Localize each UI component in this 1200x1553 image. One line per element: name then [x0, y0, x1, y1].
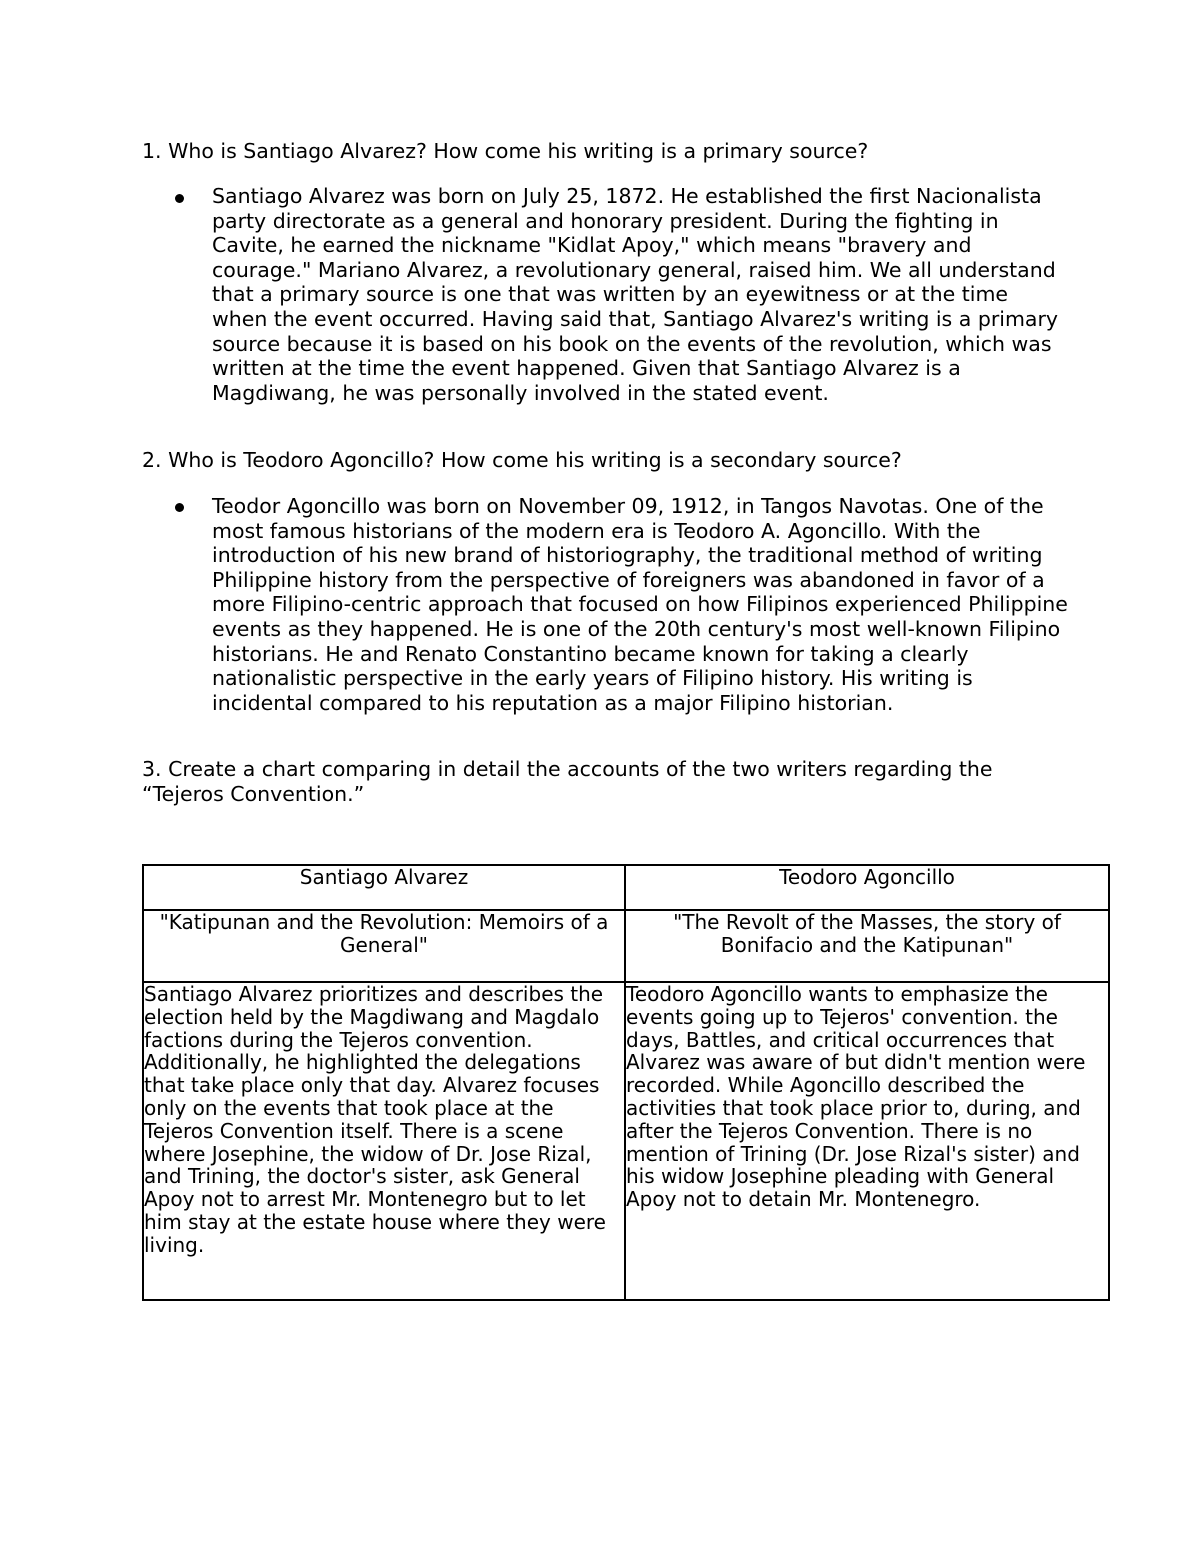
book-title-alvarez: "Katipunan and the Revolution: Memoirs of a General" [159, 910, 609, 957]
title-cell-agoncillo [625, 910, 1109, 982]
table-header-row [143, 865, 1109, 910]
bullet-1 [175, 194, 184, 203]
question-3: 3. Create a chart comparing in detail the accounts of the two writers regarding the “Tejeros Convention.” [142, 757, 993, 806]
book-title-agoncillo: "The Revolt of the Masses, the story of Bonifacio and the Katipunan" [673, 910, 1061, 957]
answer-2: Teodor Agoncillo was born on November 09, 1912, in Tangos Navotas. One of the most famous historians of the modern era is Teodoro A. Agoncillo. With the introduction of his new brand of historiography, the traditional method of writing Philippine history from the perspective of foreigners was abandoned in favor of a more Filipino-centric approach that focused on how Filipinos experienced Philippine events as they happened. He is one of the 20th century's most well-known Filipino historians. He and Renato Constantino became known for taking a clearly nationalistic perspective in the early years of Filipino history. His writing is incidental compared to his reputation as a major Filipino historian. [212, 494, 1068, 715]
body-cell-agoncillo [625, 982, 1109, 1300]
header-cell-agoncillo [625, 865, 1109, 910]
header-cell-alvarez [143, 865, 625, 910]
question-1: 1. Who is Santiago Alvarez? How come his writing is a primary source? [142, 139, 869, 163]
comparison-table [142, 864, 1110, 1301]
header-agoncillo: Teodoro Agoncillo [779, 865, 955, 889]
answer-1: Santiago Alvarez was born on July 25, 1872. He established the first Nacionalista party directorate as a general and honorary president. During the fighting in Cavite, he earned the nickname "Kidlat Apoy," which means "bravery and courage." Mariano Alvarez, a revolutionary general, raised him. We all understand that a primary source is one that was written by an eyewitness or at the time when the event occurred. Having said that, Santiago Alvarez's writing is a primary source because it is based on his book on the events of the revolution, which was written at the time the event happened. Given that Santiago Alvarez is a Magdiwang, he was personally involved in the stated event. [212, 184, 1059, 405]
header-alvarez: Santiago Alvarez [299, 865, 469, 889]
account-alvarez: Santiago Alvarez prioritizes and describes the election held by the Magdiwang and Magdalo factions during the Tejeros convention. Additionally, he highlighted the delegations that take place only that day. Alvarez focuses only on the events that took place at the Tejeros Convention itself. There is a scene where Josephine, the widow of Dr. Jose Rizal, and Trining, the doctor's sister, ask General Apoy not to arrest Mr. Montenegro but to let him stay at the estate house where they were living. [144, 982, 606, 1257]
title-cell-alvarez [143, 910, 625, 982]
table-body-row [143, 982, 1109, 1300]
body-cell-alvarez [143, 982, 625, 1300]
bullet-2 [175, 503, 184, 512]
question-2: 2. Who is Teodoro Agoncillo? How come his writing is a secondary source? [142, 448, 902, 472]
account-agoncillo: Teodoro Agoncillo wants to emphasize the events going up to Tejeros' convention. the days, Battles, and critical occurrences that Alvarez was aware of but didn't mention were recorded. While Agoncillo described the activities that took place prior to, during, and after the Tejeros Convention. There is no mention of Trining (Dr. Jose Rizal's sister) and his widow Josephine pleading with General Apoy not to detain Mr. Montenegro. [626, 982, 1086, 1212]
table-title-row [143, 910, 1109, 982]
